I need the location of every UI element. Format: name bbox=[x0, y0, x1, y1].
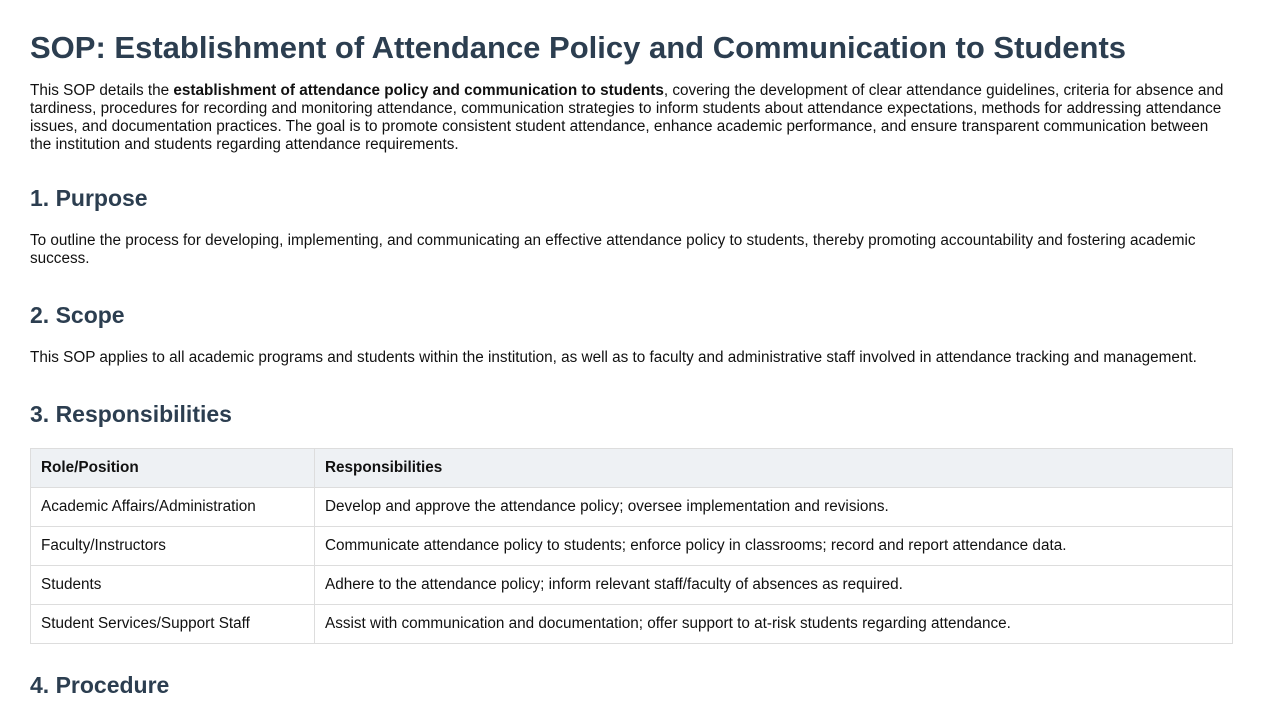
procedure-heading: 4. Procedure bbox=[30, 672, 170, 698]
table-row bbox=[31, 488, 1233, 527]
role-cell: Students bbox=[31, 566, 315, 605]
table-header-row bbox=[31, 449, 1233, 488]
responsibility-cell: Communicate attendance policy to students; enforce policy in classrooms; record and report attendance data. bbox=[315, 527, 1233, 566]
role-cell: Faculty/Instructors bbox=[31, 527, 315, 566]
scope-heading: 2. Scope bbox=[30, 302, 125, 328]
responsibility-cell: Adhere to the attendance policy; inform relevant staff/faculty of absences as required. bbox=[315, 566, 1233, 605]
intro-text-end: , covering the development of clear attendance guidelines, criteria for absence and tardiness, procedures for recording and monitoring attendance, communication strategies to inform students about attendance expectations, methods for addressing attendance issues, and documentation practices. The goal is to promote consistent student attendance, enhance academic performance, and ensure transparent communication between the institution and students regarding attendance requirements. bbox=[30, 82, 1224, 153]
intro-bold-text: establishment of attendance policy and communication to students bbox=[173, 82, 664, 99]
responsibilities-heading: 3. Responsibilities bbox=[30, 401, 232, 427]
intro-paragraph bbox=[30, 82, 1233, 154]
purpose-heading: 1. Purpose bbox=[30, 185, 148, 211]
responsibility-cell: Assist with communication and documentation; offer support to at-risk students regarding attendance. bbox=[315, 605, 1233, 644]
table-row bbox=[31, 605, 1233, 644]
column-header-role: Role/Position bbox=[31, 449, 315, 488]
table-row bbox=[31, 527, 1233, 566]
page-title: SOP: Establishment of Attendance Policy and Communication to Students bbox=[30, 30, 1127, 65]
intro-text-start: This SOP details the bbox=[30, 82, 174, 99]
column-header-responsibilities: Responsibilities bbox=[315, 449, 1233, 488]
table-row bbox=[31, 566, 1233, 605]
responsibilities-table bbox=[30, 448, 1233, 644]
responsibility-cell: Develop and approve the attendance policy; oversee implementation and revisions. bbox=[315, 488, 1233, 527]
scope-text: This SOP applies to all academic programs and students within the institution, as well as to faculty and administrative staff involved in attendance tracking and management. bbox=[30, 349, 1197, 366]
role-cell: Academic Affairs/Administration bbox=[31, 488, 315, 527]
purpose-text: To outline the process for developing, implementing, and communicating an effective attendance policy to students, thereby promoting accountability and fostering academic success. bbox=[30, 232, 1196, 267]
role-cell: Student Services/Support Staff bbox=[31, 605, 315, 644]
